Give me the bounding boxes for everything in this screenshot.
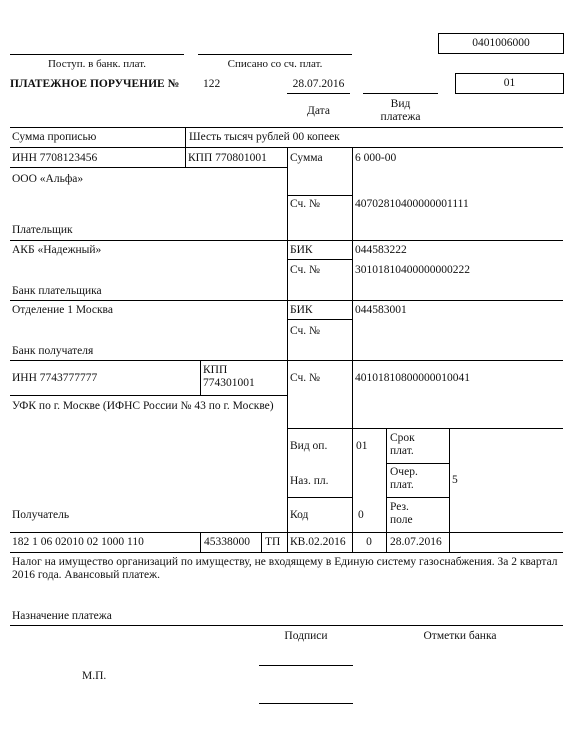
term-bottom-line bbox=[386, 463, 449, 464]
stamp-label: М.П. bbox=[82, 670, 107, 682]
document-title: ПЛАТЕЖНОЕ ПОРУЧЕНИЕ № bbox=[10, 78, 180, 90]
purpose-code-label: Наз. пл. bbox=[290, 475, 329, 487]
tax-row-bottom-line bbox=[10, 552, 563, 553]
term-label: Срок плат. bbox=[390, 432, 415, 457]
tax-period: КВ.02.2016 bbox=[290, 536, 346, 548]
received-bank-line bbox=[10, 54, 184, 55]
tax-doc-number-divider bbox=[386, 532, 387, 552]
signature-line-1 bbox=[259, 665, 353, 666]
tax-row-top-line bbox=[10, 532, 563, 533]
payee-bank-top-line bbox=[10, 300, 563, 301]
tax-kbk: 182 1 06 02010 02 1000 110 bbox=[12, 536, 144, 548]
value-column-left-border bbox=[352, 195, 353, 240]
payee-inn-kpp-divider bbox=[200, 360, 201, 395]
purpose-bottom-line bbox=[287, 497, 352, 498]
document-number: 122 bbox=[203, 78, 221, 90]
payer-bank-bik: 044583222 bbox=[355, 244, 407, 256]
amount-words-value: Шесть тысяч рублей 00 копеек bbox=[189, 131, 340, 143]
form-code: 0401006000 bbox=[472, 37, 530, 49]
signatures-label: Подписи bbox=[284, 630, 328, 642]
codes-value-divider bbox=[352, 428, 353, 552]
sum-bottom-line bbox=[287, 195, 352, 196]
payer-bank-bik-line bbox=[287, 259, 352, 260]
received-bank-label: Поступ. в банк. плат. bbox=[47, 58, 146, 70]
payer-bank-top-line bbox=[10, 240, 563, 241]
payer-bank-bik-label: БИК bbox=[290, 244, 313, 256]
debited-line bbox=[198, 54, 352, 55]
amount-words-divider bbox=[185, 127, 186, 147]
amount-words-top-line bbox=[10, 127, 563, 128]
payee-account: 40101810800000010041 bbox=[355, 372, 470, 384]
payer-name: ООО «Альфа» bbox=[12, 173, 84, 185]
tax-doc-date-divider bbox=[449, 532, 450, 552]
payee-label: Получатель bbox=[12, 509, 70, 521]
payee-top-line bbox=[10, 360, 563, 361]
payee-account-label: Сч. № bbox=[290, 372, 321, 384]
sum-value: 6 000-00 bbox=[355, 152, 397, 164]
op-type-value: 01 bbox=[356, 440, 368, 452]
code-value: 0 bbox=[358, 509, 364, 521]
payer-inn-kpp-divider bbox=[185, 147, 186, 167]
payment-type-line bbox=[363, 93, 438, 94]
payment-purpose-text: Налог на имущество организаций по имуществу, не входящему в Единую систему газоснабжения. За 2 квартал 2016 года. Авансовый платеж. bbox=[12, 556, 558, 581]
payee-inn: ИНН 7743777777 bbox=[12, 372, 98, 384]
date-label: Дата bbox=[307, 105, 330, 117]
value-column-left-border bbox=[352, 300, 353, 360]
payer-kpp: КПП 770801001 bbox=[188, 152, 267, 164]
document-date: 28.07.2016 bbox=[292, 78, 345, 90]
payee-name: УФК по г. Москве (ИФНС России № 43 по г. Москве) bbox=[12, 400, 274, 412]
payee-kpp: КПП 774301001 bbox=[203, 364, 255, 389]
op-type-label: Вид оп. bbox=[290, 440, 328, 452]
reserve-label: Рез. поле bbox=[390, 501, 413, 526]
payee-bank-name: Отделение 1 Москва bbox=[12, 304, 113, 316]
tax-basis: ТП bbox=[265, 536, 281, 548]
value-column-left-border bbox=[352, 147, 353, 195]
tax-oktmo: 45338000 bbox=[204, 536, 250, 548]
bank-marks-label: Отметки банка bbox=[423, 630, 497, 642]
payment-type-label: Вид платежа bbox=[380, 98, 421, 123]
payee-bank-account-label: Сч. № bbox=[290, 325, 321, 337]
date-line bbox=[287, 93, 350, 94]
order-label: Очер. плат. bbox=[390, 466, 418, 491]
payee-bank-label: Банк получателя bbox=[12, 345, 94, 357]
signature-line-2 bbox=[259, 703, 353, 704]
sum-label: Сумма bbox=[290, 152, 323, 164]
payer-bank-account: 30101810400000000222 bbox=[355, 264, 470, 276]
order-value: 5 bbox=[452, 474, 458, 486]
codes-top-line bbox=[287, 428, 563, 429]
tax-doc-number: 0 bbox=[366, 536, 372, 548]
codes-right-label-divider bbox=[386, 428, 387, 532]
payer-account-label: Сч. № bbox=[290, 198, 321, 210]
value-column-left-border bbox=[352, 360, 353, 428]
payer-inn: ИНН 7708123456 bbox=[12, 152, 98, 164]
amount-words-label: Сумма прописью bbox=[12, 131, 97, 143]
debited-label: Списано со сч. плат. bbox=[227, 58, 323, 70]
payer-bank-account-label: Сч. № bbox=[290, 264, 321, 276]
tax-basis-divider bbox=[261, 532, 262, 552]
value-column-left-border bbox=[352, 240, 353, 300]
payer-account: 40702810400000001111 bbox=[355, 198, 469, 210]
payer-bank-name: АКБ «Надежный» bbox=[12, 244, 102, 256]
payment-purpose-label: Назначение платежа bbox=[12, 610, 112, 622]
codes-right-value-divider bbox=[449, 428, 450, 532]
payee-bank-bik: 044583001 bbox=[355, 304, 407, 316]
payee-inn-line bbox=[10, 395, 287, 396]
tax-oktmo-divider bbox=[200, 532, 201, 552]
order-bottom-line bbox=[386, 497, 449, 498]
purpose-bottom-rule bbox=[10, 625, 563, 626]
payee-bank-bik-line bbox=[287, 319, 352, 320]
payer-label: Плательщик bbox=[12, 224, 73, 236]
payee-bank-bik-label: БИК bbox=[290, 304, 313, 316]
status-code: 01 bbox=[503, 77, 516, 89]
code-label: Код bbox=[290, 509, 309, 521]
payer-bank-label: Банк плательщика bbox=[12, 285, 102, 297]
label-column-left-border bbox=[287, 147, 288, 552]
payer-inn-line bbox=[10, 167, 287, 168]
tax-doc-date: 28.07.2016 bbox=[390, 536, 442, 548]
